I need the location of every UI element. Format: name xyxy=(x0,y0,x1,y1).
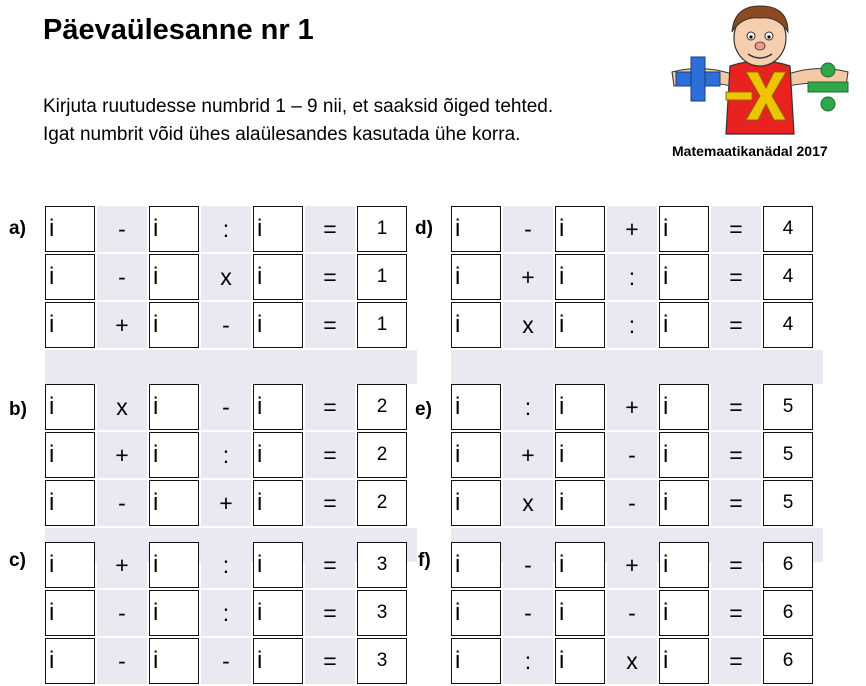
row-spacer xyxy=(45,350,417,384)
operator: : xyxy=(201,542,251,588)
equation-row xyxy=(45,254,417,300)
answer-box[interactable]: i xyxy=(659,302,709,348)
operator: : xyxy=(201,432,251,478)
operator: - xyxy=(97,254,147,300)
equals-sign: = xyxy=(305,432,355,478)
answer-box[interactable]: i xyxy=(149,432,199,478)
answer-box[interactable]: i xyxy=(253,302,303,348)
problem-block-e xyxy=(451,384,823,562)
operator: - xyxy=(97,638,147,684)
equation-row xyxy=(451,638,823,684)
answer-box[interactable]: i xyxy=(451,206,501,252)
result-value: 4 xyxy=(763,254,813,300)
equals-sign: = xyxy=(711,254,761,300)
problem-label: a) xyxy=(9,218,26,239)
operator: x xyxy=(503,302,553,348)
problem-block-b xyxy=(45,384,417,562)
operator: : xyxy=(201,590,251,636)
equation-row xyxy=(45,542,417,588)
equals-sign: = xyxy=(305,302,355,348)
equation-row xyxy=(45,206,417,252)
result-value: 3 xyxy=(357,638,407,684)
answer-box[interactable]: i xyxy=(555,254,605,300)
operator: x xyxy=(607,638,657,684)
answer-box[interactable]: i xyxy=(253,480,303,526)
result-value: 6 xyxy=(763,638,813,684)
operator: - xyxy=(503,206,553,252)
operator: + xyxy=(607,542,657,588)
answer-box[interactable]: i xyxy=(451,638,501,684)
result-value: 5 xyxy=(763,480,813,526)
equation-row xyxy=(451,542,823,588)
problem-block-a xyxy=(45,206,417,384)
problem-block-d xyxy=(451,206,823,384)
problem-label: c) xyxy=(9,550,26,571)
answer-box[interactable]: i xyxy=(149,254,199,300)
answer-box[interactable]: i xyxy=(149,480,199,526)
result-value: 2 xyxy=(357,432,407,478)
answer-box[interactable]: i xyxy=(659,590,709,636)
equals-sign: = xyxy=(711,542,761,588)
row-spacer xyxy=(451,350,823,384)
instruction-line: Kirjuta ruutudesse numbrid 1 – 9 nii, et saaksid õiged tehted. xyxy=(43,96,554,117)
equation-row xyxy=(45,302,417,348)
answer-box[interactable]: i xyxy=(659,638,709,684)
answer-box[interactable]: i xyxy=(659,432,709,478)
problem-label: d) xyxy=(415,218,433,239)
answer-box[interactable]: i xyxy=(149,206,199,252)
equals-sign: = xyxy=(305,206,355,252)
answer-box[interactable]: i xyxy=(451,542,501,588)
operator: - xyxy=(97,206,147,252)
equation-row xyxy=(451,254,823,300)
answer-box[interactable]: i xyxy=(253,254,303,300)
equation-row xyxy=(45,432,417,478)
result-value: 5 xyxy=(763,432,813,478)
answer-box[interactable]: i xyxy=(555,302,605,348)
answer-box[interactable]: i xyxy=(45,302,95,348)
equation-row xyxy=(451,302,823,348)
answer-box[interactable]: i xyxy=(45,638,95,684)
answer-box[interactable]: i xyxy=(149,302,199,348)
answer-box[interactable]: i xyxy=(451,432,501,478)
equals-sign: = xyxy=(711,206,761,252)
answer-box[interactable]: i xyxy=(451,480,501,526)
instruction-line: Igat numbrit võid ühes alaülesandes kasutada ühe korra. xyxy=(43,124,521,145)
result-value: 3 xyxy=(357,590,407,636)
equation-row xyxy=(451,480,823,526)
problem-label: f) xyxy=(418,550,431,571)
operator: - xyxy=(607,590,657,636)
operator: x xyxy=(503,480,553,526)
operator: - xyxy=(97,480,147,526)
result-value: 2 xyxy=(357,384,407,430)
equals-sign: = xyxy=(305,384,355,430)
operator: : xyxy=(607,302,657,348)
page-title: Päevaülesanne nr 1 xyxy=(43,14,314,46)
operator: + xyxy=(97,302,147,348)
answer-box[interactable]: i xyxy=(45,432,95,478)
equals-sign: = xyxy=(305,542,355,588)
result-value: 6 xyxy=(763,590,813,636)
operator: - xyxy=(607,432,657,478)
answer-box[interactable]: i xyxy=(555,206,605,252)
answer-box[interactable]: i xyxy=(45,542,95,588)
answer-box[interactable]: i xyxy=(555,384,605,430)
answer-box[interactable]: i xyxy=(451,384,501,430)
answer-box[interactable]: i xyxy=(253,432,303,478)
answer-box[interactable]: i xyxy=(451,254,501,300)
operator: - xyxy=(503,542,553,588)
answer-box[interactable]: i xyxy=(659,384,709,430)
result-value: 6 xyxy=(763,542,813,588)
operator: + xyxy=(503,432,553,478)
answer-box[interactable]: i xyxy=(45,206,95,252)
answer-box[interactable]: i xyxy=(659,542,709,588)
operator: + xyxy=(97,542,147,588)
problem-label: b) xyxy=(9,399,27,420)
equals-sign: = xyxy=(305,254,355,300)
answer-box[interactable]: i xyxy=(45,254,95,300)
result-value: 1 xyxy=(357,206,407,252)
answer-box[interactable]: i xyxy=(659,254,709,300)
operator: + xyxy=(503,254,553,300)
answer-box[interactable]: i xyxy=(659,480,709,526)
answer-box[interactable]: i xyxy=(555,542,605,588)
answer-box[interactable]: i xyxy=(149,638,199,684)
equation-row xyxy=(45,384,417,430)
answer-box[interactable]: i xyxy=(253,638,303,684)
answer-box[interactable]: i xyxy=(555,638,605,684)
problem-block-f xyxy=(451,542,823,686)
equation-row xyxy=(451,384,823,430)
operator: + xyxy=(607,384,657,430)
answer-box[interactable]: i xyxy=(451,590,501,636)
result-value: 4 xyxy=(763,302,813,348)
operator: - xyxy=(97,590,147,636)
equals-sign: = xyxy=(711,384,761,430)
operator: x xyxy=(201,254,251,300)
operator: - xyxy=(607,480,657,526)
answer-box[interactable]: i xyxy=(555,590,605,636)
operator: : xyxy=(201,206,251,252)
equals-sign: = xyxy=(711,638,761,684)
operator: + xyxy=(607,206,657,252)
answer-box[interactable]: i xyxy=(253,542,303,588)
equals-sign: = xyxy=(711,590,761,636)
answer-box[interactable]: i xyxy=(659,206,709,252)
problem-label: e) xyxy=(415,399,432,420)
equals-sign: = xyxy=(711,302,761,348)
result-value: 5 xyxy=(763,384,813,430)
problem-block-c xyxy=(45,542,417,686)
operator: : xyxy=(503,384,553,430)
equals-sign: = xyxy=(711,480,761,526)
math-boy-logo xyxy=(662,2,858,142)
answer-box[interactable]: i xyxy=(555,480,605,526)
operator: : xyxy=(607,254,657,300)
result-value: 2 xyxy=(357,480,407,526)
operator: x xyxy=(97,384,147,430)
result-value: 4 xyxy=(763,206,813,252)
equals-sign: = xyxy=(305,638,355,684)
operator: + xyxy=(201,480,251,526)
answer-box[interactable]: i xyxy=(253,206,303,252)
answer-box[interactable]: i xyxy=(149,384,199,430)
result-value: 1 xyxy=(357,302,407,348)
answer-box[interactable]: i xyxy=(45,384,95,430)
equation-row xyxy=(45,638,417,684)
equals-sign: = xyxy=(711,432,761,478)
equation-row xyxy=(451,432,823,478)
answer-box[interactable]: i xyxy=(253,384,303,430)
answer-box[interactable]: i xyxy=(45,590,95,636)
logo-caption: Matemaatikanädal 2017 xyxy=(672,143,828,159)
answer-box[interactable]: i xyxy=(149,542,199,588)
operator: - xyxy=(201,302,251,348)
equation-row xyxy=(45,480,417,526)
operator: - xyxy=(201,638,251,684)
result-value: 1 xyxy=(357,254,407,300)
answer-box[interactable]: i xyxy=(451,302,501,348)
instructions xyxy=(43,93,553,149)
equation-row xyxy=(451,590,823,636)
answer-box[interactable]: i xyxy=(45,480,95,526)
equals-sign: = xyxy=(305,480,355,526)
answer-box[interactable]: i xyxy=(149,590,199,636)
operator: - xyxy=(201,384,251,430)
equation-row xyxy=(451,206,823,252)
answer-box[interactable]: i xyxy=(253,590,303,636)
equation-row xyxy=(45,590,417,636)
equals-sign: = xyxy=(305,590,355,636)
operator: - xyxy=(503,590,553,636)
answer-box[interactable]: i xyxy=(555,432,605,478)
result-value: 3 xyxy=(357,542,407,588)
operator: : xyxy=(503,638,553,684)
operator: + xyxy=(97,432,147,478)
